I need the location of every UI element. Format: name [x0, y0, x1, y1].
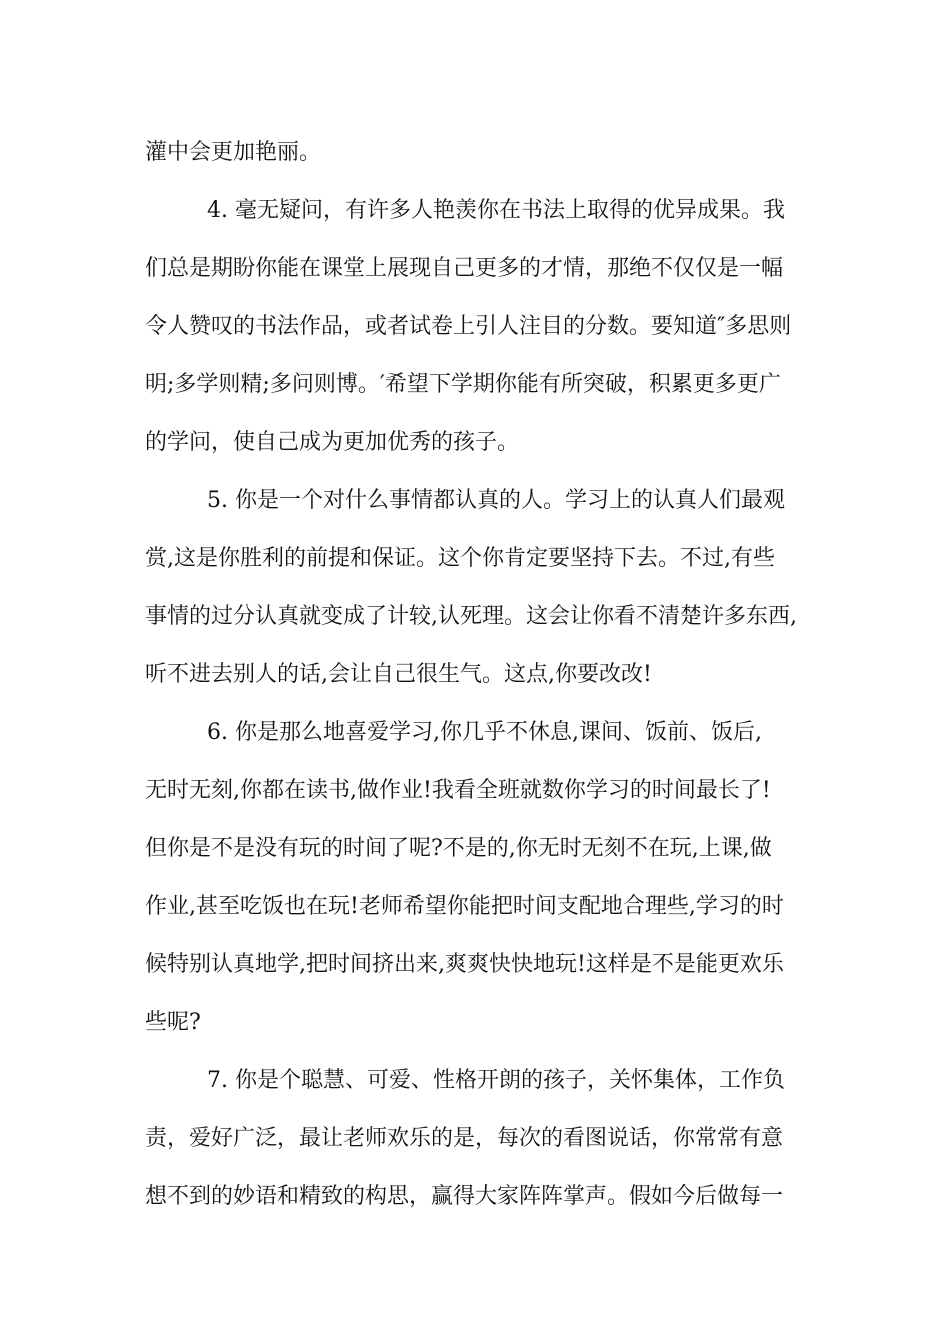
text-line-5: 明;多学则精;多问则博。′希望下学期你能有所突破，积累更多更广 [145, 372, 781, 397]
text-line-1: 灌中会更加艳丽。 [145, 140, 322, 165]
text-line-15: 候特别认真地学,把时间挤出来,爽爽快快地玩!这样是不是能更欢乐 [145, 952, 784, 977]
text-line-10: 听不进去别人的话,会让自己很生气。这点,你要改改! [145, 662, 652, 687]
text-line-6: 的学问，使自己成为更加优秀的孩子。 [145, 430, 520, 455]
text-line-16: 些呢? [145, 1010, 201, 1035]
text-line-8: 赏,这是你胜利的前提和保证。这个你肯定要坚持下去。不过,有些 [145, 546, 775, 571]
text-line-9: 事情的过分认真就变成了计较,认死理。这会让你看不清楚许多东西, [145, 604, 797, 629]
text-line-2: 4. 毫无疑问，有许多人艳羡你在书法上取得的优异成果。我 [207, 198, 785, 223]
text-line-11: 6. 你是那么地喜爱学习,你几乎不休息,课间、饭前、饭后, [207, 720, 762, 745]
text-line-14: 作业,甚至吃饭也在玩!老师希望你能把时间支配地合理些,学习的时 [145, 894, 784, 919]
text-line-17: 7. 你是个聪慧、可爱、性格开朗的孩子，关怀集体，工作负 [207, 1068, 785, 1093]
text-line-18: 责，爱好广泛，最让老师欢乐的是，每次的看图说话，你常常有意 [145, 1126, 784, 1151]
text-line-19: 想不到的妙语和精致的构思，赢得大家阵阵掌声。假如今后做每一 [145, 1184, 784, 1209]
text-line-13: 但你是不是没有玩的时间了呢?不是的,你无时无刻不在玩,上课,做 [145, 836, 772, 861]
text-line-3: 们总是期盼你能在课堂上展现自己更多的才情，那绝不仅仅是一幅 [145, 256, 784, 281]
text-line-4: 令人赞叹的书法作品，或者试卷上引人注目的分数。要知道″多思则 [145, 314, 792, 339]
text-line-7: 5. 你是一个对什么事情都认真的人。学习上的认真人们最观 [207, 488, 785, 513]
text-line-12: 无时无刻,你都在读书,做作业!我看全班就数你学习的时间最长了! [145, 778, 771, 803]
